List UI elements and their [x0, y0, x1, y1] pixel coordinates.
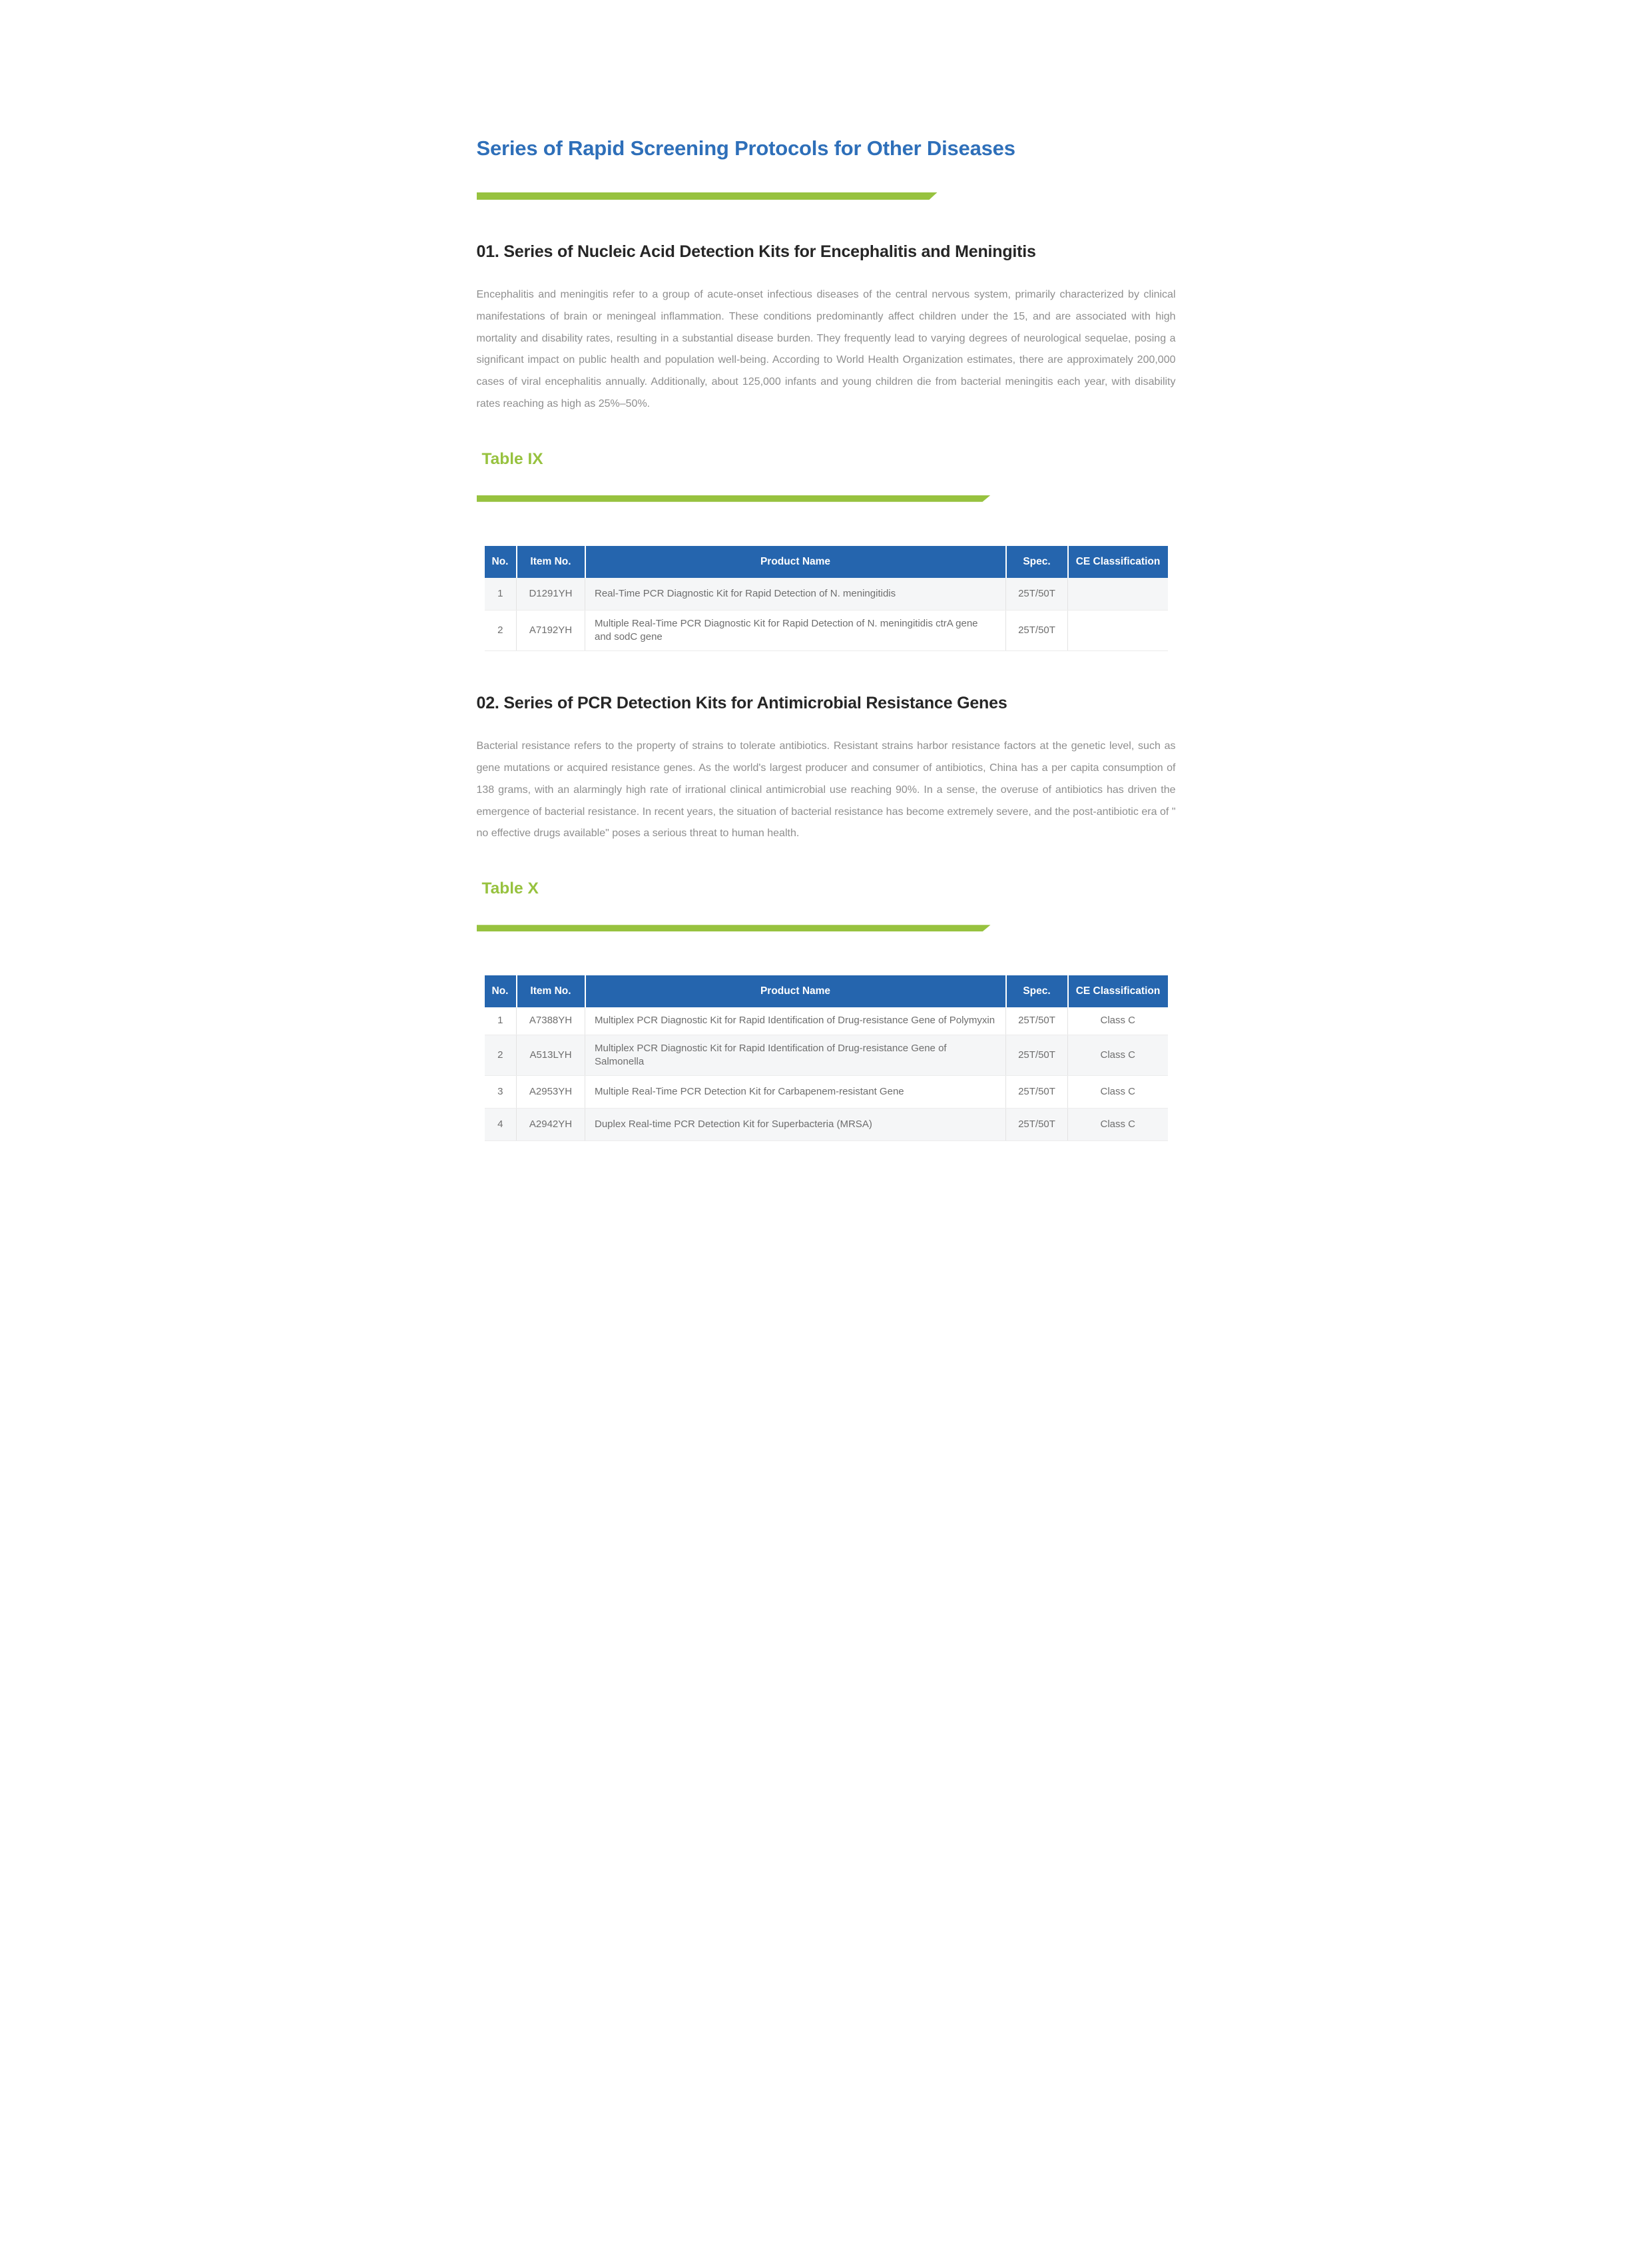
table-row — [485, 1109, 1168, 1141]
cell-ce-classification — [1068, 578, 1168, 611]
table-x-header-row — [485, 975, 1168, 1007]
cell-spec: 25T/50T — [1006, 1109, 1068, 1141]
header-cell-no: No. — [485, 975, 517, 1007]
cell-no: 1 — [485, 1007, 517, 1035]
section-paragraph-02: Bacterial resistance refers to the property of strains to tolerate antibiotics. Resistant strains harbor resistance factors at the genetic level, such as gene mutations or acquired resistance genes. As the world's largest producer and consumer of antibiotics, China has a per capita consumption of 138 grams, with an alarmingly high rate of irrational clinical antimicrobial use reaching 90%. In a sense, the overuse of antibiotics has driven the emergence of bacterial resistance. In recent years, the situation of bacterial resistance has become extremely severe, and the post-antibiotic era of " no effective drugs available" poses a serious threat to human health. — [476, 740, 1176, 840]
header-cell-product-name: Product Name — [585, 546, 1006, 578]
table-row — [485, 610, 1168, 651]
section-heading-02: 02. Series of PCR Detection Kits for Antimicrobial Resistance Genes — [476, 694, 1007, 713]
cell-no: 2 — [485, 610, 517, 651]
cell-product-name: Real-Time PCR Diagnostic Kit for Rapid Detection of N. meningitidis — [585, 578, 1006, 611]
cell-item-no: A7388YH — [517, 1007, 585, 1035]
header-cell-spec: Spec. — [1006, 546, 1068, 578]
cell-item-no: A513LYH — [517, 1035, 585, 1076]
cell-item-no: D1291YH — [517, 578, 585, 611]
table-row — [485, 578, 1168, 611]
table-ix-underline-bar — [477, 495, 991, 502]
header-cell-no: No. — [485, 546, 517, 578]
table-ix-label: Table IX — [481, 449, 543, 468]
cell-item-no: A7192YH — [517, 610, 585, 651]
cell-product-name: Multiple Real-Time PCR Detection Kit for Carbapenem-resistant Gene — [585, 1076, 1006, 1109]
cell-ce-classification: Class C — [1068, 1035, 1168, 1076]
section-heading-01: 01. Series of Nucleic Acid Detection Kits for Encephalitis and Meningitis — [476, 242, 1036, 261]
table-ix-header-row — [485, 546, 1168, 578]
cell-no: 2 — [485, 1035, 517, 1076]
table-x-underline-bar — [477, 925, 991, 931]
table-x-label: Table X — [481, 879, 539, 898]
table-row — [485, 1076, 1168, 1109]
cell-spec: 25T/50T — [1006, 1035, 1068, 1076]
header-cell-ce-classification: CE Classification — [1068, 975, 1168, 1007]
header-cell-item-no: Item No. — [517, 975, 585, 1007]
cell-no: 1 — [485, 578, 517, 611]
cell-spec: 25T/50T — [1006, 610, 1068, 651]
cell-spec: 25T/50T — [1006, 1076, 1068, 1109]
cell-ce-classification: Class C — [1068, 1109, 1168, 1141]
cell-spec: 25T/50T — [1006, 1007, 1068, 1035]
cell-product-name: Multiplex PCR Diagnostic Kit for Rapid Identification of Drug-resistance Gene of Salmonella — [585, 1035, 1006, 1076]
cell-ce-classification — [1068, 610, 1168, 651]
cell-product-name: Multiplex PCR Diagnostic Kit for Rapid Identification of Drug-resistance Gene of Polymyxin — [585, 1007, 1006, 1035]
page-title: Series of Rapid Screening Protocols for Other Diseases — [476, 136, 1015, 160]
table-x — [485, 975, 1168, 1141]
cell-product-name: Multiple Real-Time PCR Diagnostic Kit for Rapid Detection of N. meningitidis ctrA gene and sodC gene — [585, 610, 1006, 651]
cell-ce-classification: Class C — [1068, 1007, 1168, 1035]
section-paragraph-01: Encephalitis and meningitis refer to a group of acute-onset infectious diseases of the central nervous system, primarily characterized by clinical manifestations of brain or meningeal inflammation. These conditions predominantly affect children under the 15, and are associated with high mortality and disability rates, resulting in a substantial disease burden. They frequently lead to varying degrees of neurological sequelae, posing a significant impact on public health and population well-being. According to World Health Organization estimates, there are approximately 200,000 cases of viral encephalitis annually. Additionally, about 125,000 infants and young children die from bacterial meningitis each year, with disability rates reaching as high as 25%–50%. — [476, 289, 1176, 409]
cell-no: 3 — [485, 1076, 517, 1109]
header-cell-item-no: Item No. — [517, 546, 585, 578]
header-cell-spec: Spec. — [1006, 975, 1068, 1007]
header-cell-product-name: Product Name — [585, 975, 1006, 1007]
cell-item-no: A2942YH — [517, 1109, 585, 1141]
cell-ce-classification: Class C — [1068, 1076, 1168, 1109]
table-row — [485, 1007, 1168, 1035]
title-underline-bar — [477, 192, 938, 200]
table-ix — [485, 546, 1168, 652]
cell-spec: 25T/50T — [1006, 578, 1068, 611]
header-cell-ce-classification: CE Classification — [1068, 546, 1168, 578]
table-row — [485, 1035, 1168, 1076]
cell-item-no: A2953YH — [517, 1076, 585, 1109]
document-page — [413, 0, 1239, 1181]
cell-no: 4 — [485, 1109, 517, 1141]
cell-product-name: Duplex Real-time PCR Detection Kit for Superbacteria (MRSA) — [585, 1109, 1006, 1141]
